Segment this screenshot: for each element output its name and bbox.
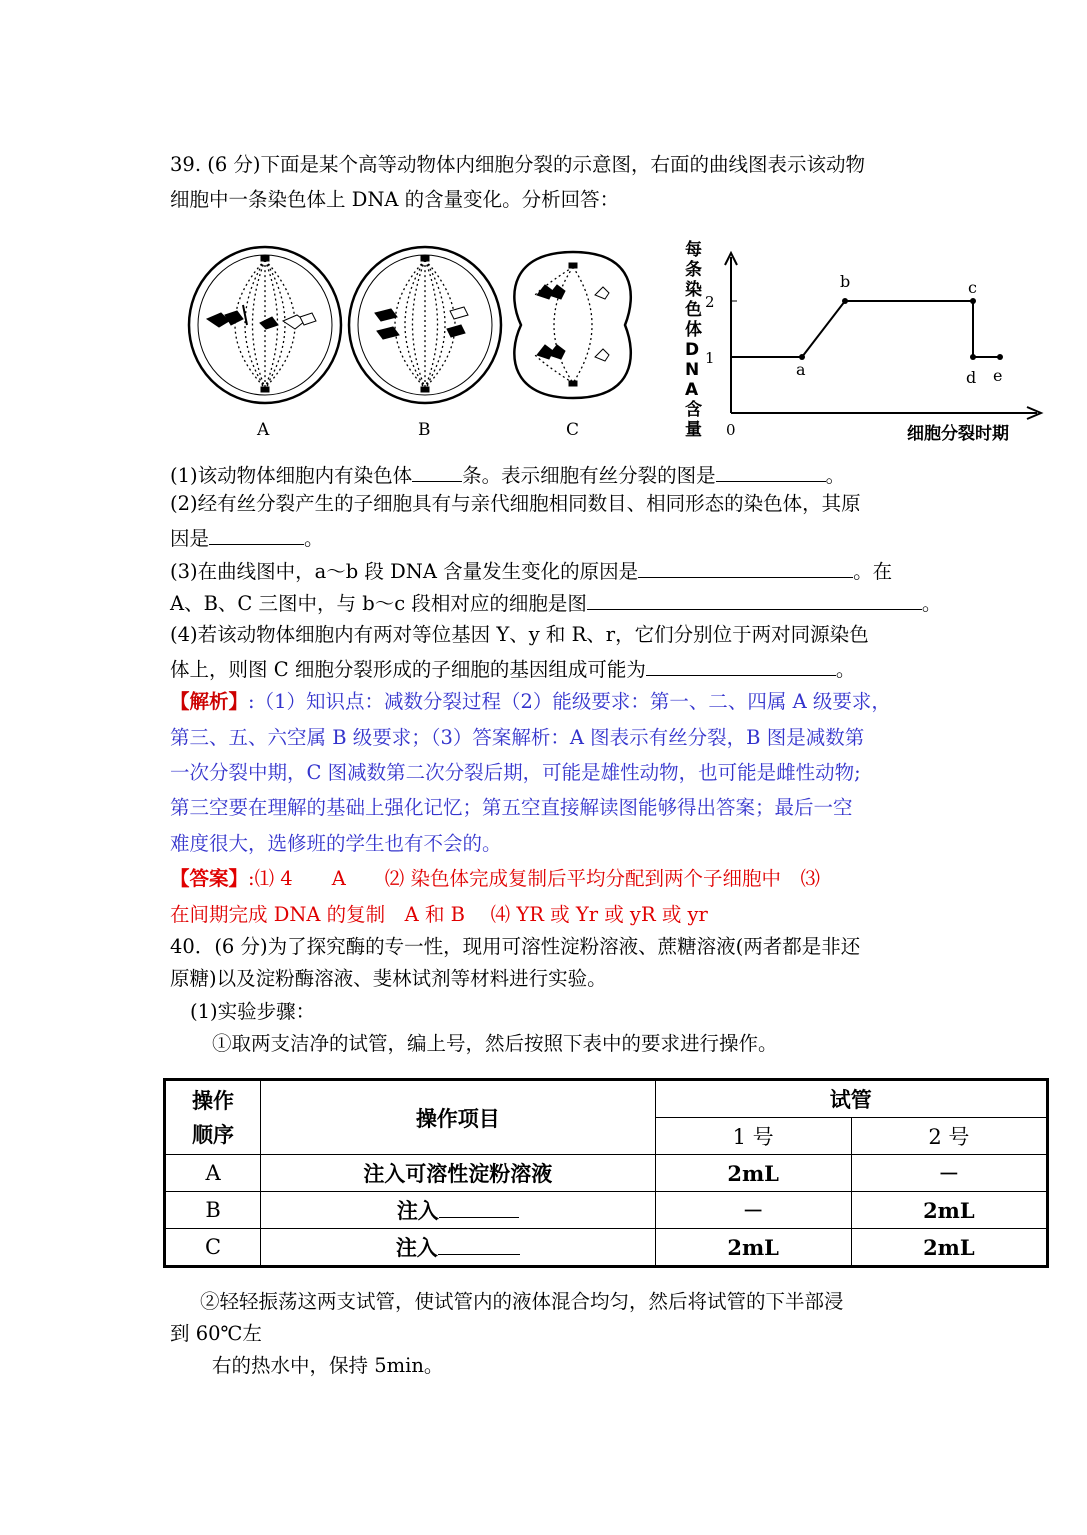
- graph-point-b: b: [840, 272, 851, 291]
- row-order: B: [165, 1192, 261, 1229]
- row-order: C: [165, 1229, 261, 1267]
- answer-blank-4[interactable]: [638, 558, 853, 578]
- q39-sub3-line2: [170, 590, 941, 616]
- graph-point-d: d: [966, 368, 977, 387]
- q39-sub3-text-d: 。: [921, 592, 942, 615]
- row-tube2: 2mL: [851, 1229, 1047, 1267]
- table-row: [165, 1229, 1048, 1267]
- q39-sub1: [170, 462, 845, 488]
- row-order: A: [165, 1155, 261, 1192]
- cell-b-diagram: [349, 247, 501, 403]
- row-tube1: －: [655, 1192, 851, 1229]
- header-tubes: 试管: [655, 1080, 1047, 1118]
- header-tube-2: 2 号: [851, 1118, 1047, 1155]
- answer-tag: 【答案】: [170, 867, 249, 890]
- answer-line2: 在间期完成 DNA 的复制 A 和 B ⑷ YR 或 Yr 或 yR 或 yr: [170, 903, 708, 926]
- header-tube-1: 1 号: [655, 1118, 851, 1155]
- q39-sub1-text-b: 条。表示细胞有丝分裂的图是: [462, 464, 716, 487]
- graph-point-a: a: [796, 360, 806, 379]
- analysis-line3: 一次分裂中期，C 图减数第二次分裂后期，可能是雄性动物，也可能是雌性动物;: [170, 761, 861, 784]
- q39-sub4-line2: [170, 656, 855, 682]
- fill-blank-c[interactable]: [438, 1234, 520, 1255]
- fill-blank-b[interactable]: [439, 1197, 519, 1218]
- graph-ylabel: [685, 239, 702, 440]
- q40-step2-line1: ②轻轻振荡这两支试管，使试管内的液体混合均匀，然后将试管的下半部浸: [200, 1290, 844, 1313]
- row-tube2: 2mL: [851, 1192, 1047, 1229]
- header-order-line1: 操作: [192, 1087, 235, 1113]
- graph-origin: 0: [726, 421, 736, 439]
- graph-ylabel-char: D: [685, 340, 700, 360]
- analysis-text-1: :（1）知识点：减数分裂过程（2）能级要求：第一、二、四属 A 级要求，: [248, 690, 891, 713]
- analysis-line1: [170, 690, 891, 714]
- q40-step2-line3: 右的热水中，保持 5min。: [212, 1354, 444, 1377]
- answer-text-1: :⑴ 4 A ⑵ 染色体完成复制后平均分配到两个子细胞中 ⑶: [248, 867, 820, 890]
- q39-sub1-text-c: 。: [825, 464, 846, 487]
- row-tube2: －: [851, 1155, 1047, 1192]
- graph-point-e: e: [993, 366, 1003, 385]
- row-item: 注入可溶性淀粉溶液: [261, 1155, 655, 1192]
- dna-content-graph: [685, 239, 1041, 444]
- answer-blank-6[interactable]: [646, 656, 836, 676]
- q39-sub3-text-a: (3)在曲线图中，a～b 段 DNA 含量发生变化的原因是: [170, 560, 639, 583]
- row-item-text: 注入: [395, 1235, 438, 1260]
- answer-blank-5[interactable]: [587, 590, 922, 610]
- graph-ylabel-char: A: [685, 380, 699, 400]
- graph-ytick-2: 2: [705, 293, 715, 311]
- cell-label-b: B: [418, 420, 431, 440]
- answer-line1: [170, 867, 820, 891]
- cell-label-a: A: [257, 420, 270, 440]
- q39-sub3-line1: [170, 558, 892, 584]
- q39-line2: 细胞中一条染色体上 DNA 的含量变化。分析回答：: [170, 188, 620, 211]
- header-order-line2: 顺序: [192, 1121, 235, 1147]
- table-row: [165, 1155, 1048, 1192]
- row-item: [261, 1229, 655, 1267]
- table-header-row: [165, 1080, 1048, 1118]
- table-row: [165, 1192, 1048, 1229]
- cell-c-diagram: [514, 252, 630, 398]
- q40-line2: 原糖)以及淀粉酶溶液、斐林试剂等材料进行实验。: [170, 967, 607, 990]
- cell-division-figure: [185, 235, 1045, 450]
- graph-ylabel-char: 条: [685, 260, 702, 280]
- q39-line1: 39. (6 分)下面是某个高等动物体内细胞分裂的示意图，右面的曲线图表示该动物: [170, 153, 866, 176]
- graph-ylabel-char: 每: [685, 240, 702, 260]
- graph-ylabel-char: N: [685, 360, 700, 380]
- row-item-text: 注入: [396, 1198, 439, 1223]
- q40-line1: 40．(6 分)为了探究酶的专一性，现用可溶性淀粉溶液、蔗糖溶液(两者都是非还: [170, 935, 861, 958]
- analysis-line4: 第三空要在理解的基础上强化记忆；第五空直接解读图能够得出答案；最后一空: [170, 796, 853, 819]
- graph-ylabel-char: 体: [685, 320, 702, 340]
- operations-table: [163, 1078, 1049, 1268]
- answer-blank-2[interactable]: [716, 462, 826, 482]
- graph-ylabel-char: 染: [685, 280, 702, 300]
- q39-sub3-text-c: A、B、C 三图中，与 b～c 段相对应的细胞是图: [170, 592, 587, 615]
- q40-step-title: (1)实验步骤：: [190, 1000, 316, 1023]
- row-tube1: 2mL: [655, 1229, 851, 1267]
- cell-label-c: C: [566, 420, 580, 440]
- q39-sub4-text-c: 。: [835, 658, 856, 681]
- analysis-tag: 【解析】: [170, 690, 249, 713]
- q39-sub4-text-b: 体上，则图 C 细胞分裂形成的子细胞的基因组成可能为: [170, 658, 646, 681]
- graph-ylabel-char: 含: [685, 400, 702, 420]
- analysis-line2: 第三、五、六空属 B 级要求；（3）答案解析：A 图表示有丝分裂，B 图是减数第: [170, 726, 865, 749]
- q40-step2-line2: 到 60℃左: [170, 1322, 262, 1345]
- graph-ytick-1: 1: [705, 349, 715, 367]
- graph-xlabel: 细胞分裂时期: [907, 424, 1009, 444]
- header-item: 操作项目: [261, 1080, 655, 1155]
- analysis-line5: 难度很大，选修班的学生也有不会的。: [170, 832, 502, 855]
- answer-blank-1[interactable]: [412, 462, 462, 482]
- q39-sub3-text-b: 。在: [853, 560, 893, 583]
- row-tube1: 2mL: [655, 1155, 851, 1192]
- graph-point-c: c: [968, 278, 977, 297]
- cell-a-diagram: [189, 247, 341, 403]
- q40-step1: ①取两支洁净的试管，编上号，然后按照下表中的要求进行操作。: [212, 1032, 778, 1055]
- q39-sub2-line2: [170, 525, 324, 551]
- q39-sub2-line1: (2)经有丝分裂产生的子细胞具有与亲代细胞相同数目、相同形态的染色体，其原: [170, 492, 861, 515]
- q39-sub2-text-c: 。: [304, 527, 324, 550]
- header-order: [165, 1080, 261, 1155]
- answer-blank-3[interactable]: [209, 525, 304, 545]
- q39-sub4-line1: (4)若该动物体细胞内有两对等位基因 Y、y 和 R、r，它们分别位于两对同源染色: [170, 623, 869, 646]
- row-item: [261, 1192, 655, 1229]
- graph-ylabel-char: 色: [685, 300, 702, 320]
- graph-ylabel-char: 量: [685, 420, 702, 440]
- q39-sub2-text-b: 因是: [170, 527, 210, 550]
- q39-sub1-text-a: (1)该动物体细胞内有染色体: [170, 464, 413, 487]
